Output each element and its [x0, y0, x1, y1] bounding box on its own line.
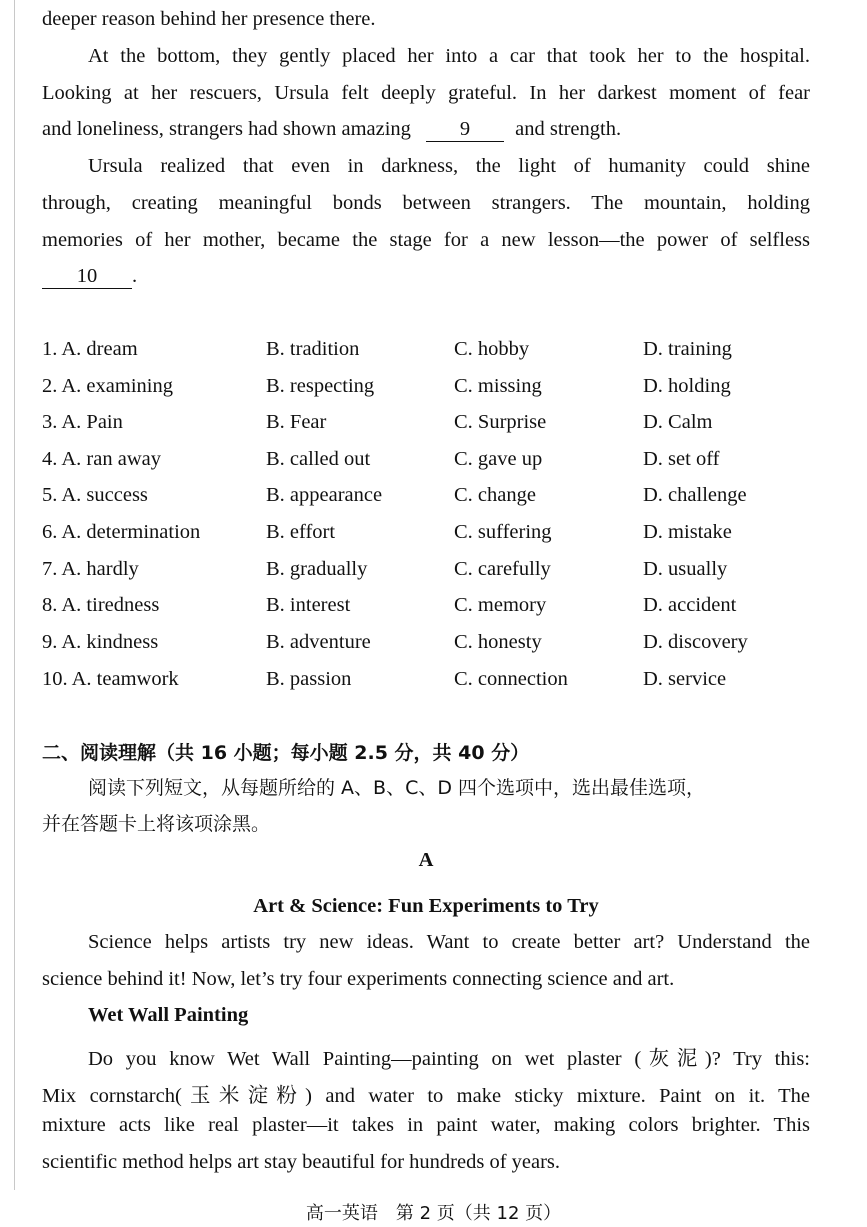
option-d: D. accident [643, 594, 737, 616]
subheading: Wet Wall Painting [88, 1004, 249, 1026]
option-row [42, 484, 810, 510]
instruction-line: 并在答题卡上将该项涂黑。 [42, 813, 271, 835]
option-b: B. gradually [266, 558, 368, 580]
option-b: B. passion [266, 668, 352, 690]
option-d: D. set off [643, 448, 720, 470]
option-a: 6. A. determination [42, 521, 201, 543]
article-title: Art & Science: Fun Experiments to Try [253, 895, 599, 917]
option-a: 3. A. Pain [42, 411, 123, 433]
option-b: B. appearance [266, 484, 383, 506]
section-heading: 二、阅读理解（共 16 小题；每小题 2.5 分，共 40 分） [42, 742, 530, 764]
option-b: B. respecting [266, 375, 375, 397]
option-d: D. mistake [643, 521, 732, 543]
passage-line: Looking at her rescuers, Ursula felt deeply grateful. In her darkest moment of fear [42, 82, 810, 104]
option-c: C. hobby [454, 338, 530, 360]
passage-text: . [132, 265, 138, 287]
option-d: D. discovery [643, 631, 748, 653]
option-row [42, 411, 810, 437]
option-c: C. suffering [454, 521, 552, 543]
option-b: B. interest [266, 594, 351, 616]
option-a: 9. A. kindness [42, 631, 159, 653]
passage-text: and loneliness, strangers had shown amazing [42, 118, 411, 140]
option-b: B. Fear [266, 411, 327, 433]
article-line: Science helps artists try new ideas. Want to create better art? Understand the [88, 931, 810, 953]
option-row [42, 375, 810, 401]
option-c: C. change [454, 484, 536, 506]
option-a: 2. A. examining [42, 375, 173, 397]
article-line: Mix cornstarch(玉米淀粉) and water to make sticky mixture. Paint on it. The [42, 1085, 810, 1107]
passage-line: memories of her mother, became the stage for a new lesson—the power of selfless [42, 229, 810, 251]
option-row [42, 338, 810, 364]
option-d: D. service [643, 668, 727, 690]
option-c: C. gave up [454, 448, 543, 470]
option-a: 5. A. success [42, 484, 148, 506]
option-a: 7. A. hardly [42, 558, 139, 580]
option-row [42, 668, 810, 694]
option-b: B. effort [266, 521, 336, 543]
option-c: C. missing [454, 375, 542, 397]
article-line: mixture acts like real plaster—it takes in paint water, making colors brighter. This [42, 1114, 810, 1136]
passage-line: Ursula realized that even in darkness, the light of humanity could shine [88, 155, 810, 177]
option-a: 8. A. tiredness [42, 594, 160, 616]
option-row [42, 631, 810, 657]
passage-text: and strength. [515, 118, 622, 140]
option-d: D. challenge [643, 484, 747, 506]
margin-rule [14, 0, 15, 1190]
passage-line: through, creating meaningful bonds between strangers. The mountain, holding [42, 192, 810, 214]
passage-letter: A [418, 849, 434, 871]
cloze-blank-10: 10 [42, 265, 132, 289]
option-c: C. carefully [454, 558, 551, 580]
option-d: D. training [643, 338, 732, 360]
cloze-blank-9: 9 [426, 118, 504, 142]
option-d: D. Calm [643, 411, 713, 433]
option-a: 1. A. dream [42, 338, 138, 360]
option-c: C. honesty [454, 631, 542, 653]
option-a: 4. A. ran away [42, 448, 161, 470]
passage-line [42, 118, 621, 142]
option-d: D. holding [643, 375, 731, 397]
option-c: C. connection [454, 668, 568, 690]
page-footer: 高一英语 第 2 页（共 12 页） [305, 1203, 562, 1224]
article-line: Do you know Wet Wall Painting—painting on wet plaster (灰泥)? Try this: [88, 1048, 810, 1070]
passage-line [42, 265, 137, 289]
option-row [42, 448, 810, 474]
option-b: B. called out [266, 448, 371, 470]
instruction-line: 阅读下列短文，从每题所给的 A、B、C、D 四个选项中，选出最佳选项， [88, 777, 706, 799]
article-line: science behind it! Now, let’s try four experiments connecting science and art. [42, 968, 675, 990]
option-row [42, 594, 810, 620]
passage-line: At the bottom, they gently placed her into a car that took her to the hospital. [88, 45, 810, 67]
option-row [42, 558, 810, 584]
option-c: C. memory [454, 594, 547, 616]
option-a: 10. A. teamwork [42, 668, 179, 690]
article-line: scientific method helps art stay beautiful for hundreds of years. [42, 1151, 561, 1173]
option-c: C. Surprise [454, 411, 547, 433]
option-b: B. adventure [266, 631, 371, 653]
option-d: D. usually [643, 558, 728, 580]
option-row [42, 521, 810, 547]
option-b: B. tradition [266, 338, 360, 360]
passage-line: deeper reason behind her presence there. [42, 8, 376, 30]
